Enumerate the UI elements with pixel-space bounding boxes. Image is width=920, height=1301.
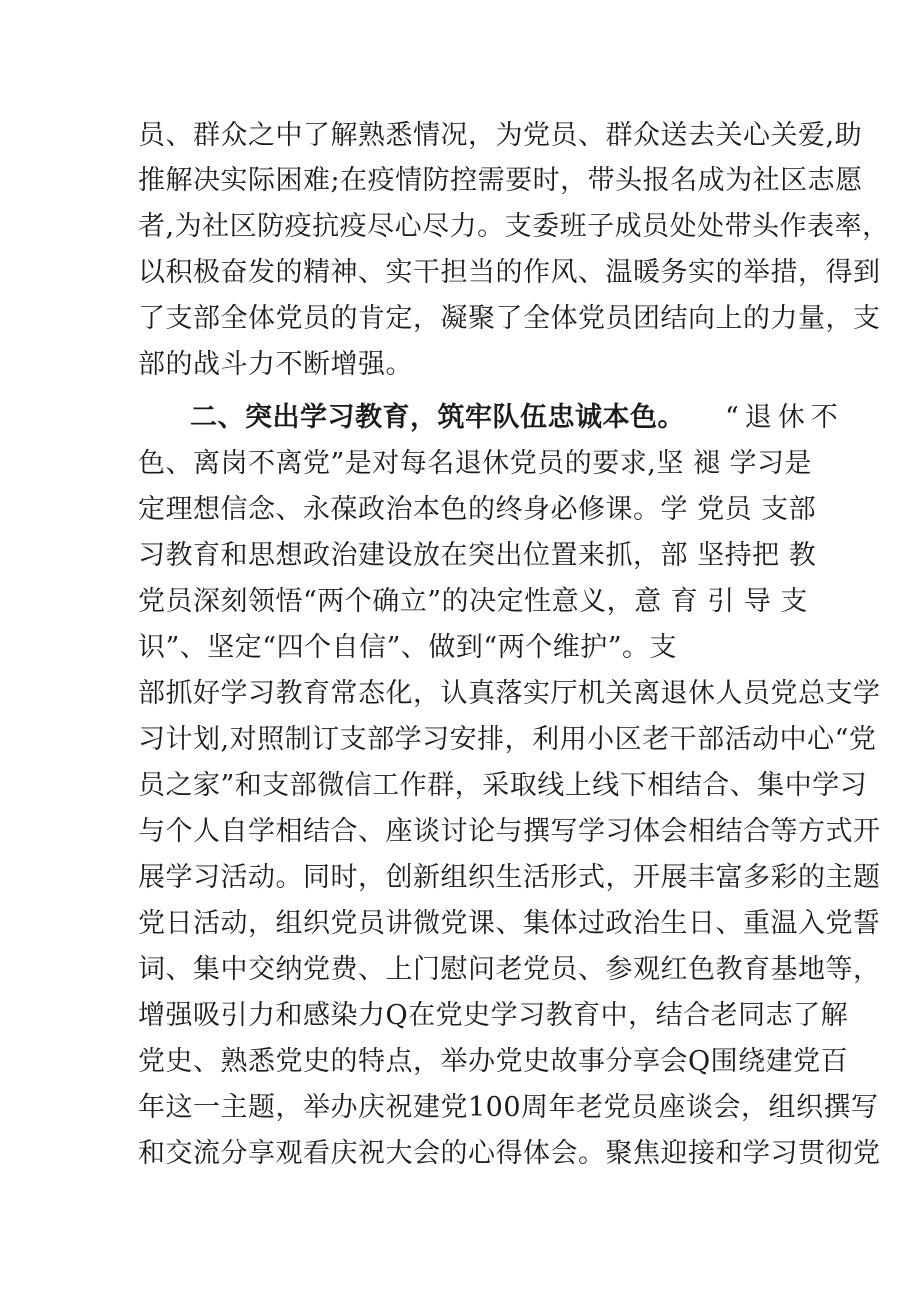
paragraph-2-line-10: 展学习活动。同时，创新组织生活形式，开展丰富多彩的主题 (138, 862, 881, 893)
paragraph-2-line-1: 色、离岗不离党”是对每名退休党员的要求,坚 褪 学习是 (138, 448, 813, 479)
section-2-heading-tail: “退休不 (725, 402, 844, 433)
paragraph-2-line-13: 增强吸引力和感染力Q在党史学习教育中，结合老同志了解 (138, 1000, 849, 1031)
paragraph-2-line-7: 习计划,对照制订支部学习安排，利用小区老干部活动中心“党 (138, 724, 877, 755)
paragraph-1-line-6: 部的战斗力不断增强。 (138, 349, 413, 380)
paragraph-1-line-4: 以积极奋发的精神、实干担当的作风、温暖务实的举措，得到 (138, 257, 881, 288)
paragraph-2-line-15: 年这一主题，举办庆祝建党100周年老党员座谈会，组织撰写 (138, 1092, 879, 1123)
paragraph-1-line-3: 者,为社区防疫抗疫尽心尽力。支委班子成员处处带头作表率， (138, 211, 890, 242)
paragraph-1-line-1: 员、群众之中了解熟悉情况，为党员、群众送去关心关爱,助 (138, 120, 863, 151)
paragraph-2-line-9: 与个人自学相结合、座谈讨论与撰写学习体会相结合等方式开 (138, 816, 881, 847)
paragraph-2-line-4: 党员深刻领悟“两个确立”的决定性意义，意 育 引 导 支 (138, 586, 808, 617)
paragraph-1-line-5: 了支部全体党员的肯定，凝聚了全体党员团结向上的力量，支 (138, 303, 881, 334)
paragraph-2-line-11: 党日活动，组织党员讲微党课、集体过政治生日、重温入党誓 (138, 908, 881, 939)
paragraph-2-line-12: 词、集中交纳党费、上门慰问老党员、参观红色教育基地等， (138, 954, 881, 985)
paragraph-2-line-16: 和交流分享观看庆祝大会的心得体会。聚焦迎接和学习贯彻党 (138, 1138, 881, 1169)
paragraph-2-line-14: 党史、熟悉党史的特点，举办党史故事分享会Q围绕建党百 (138, 1046, 849, 1077)
paragraph-2-line-8: 员之家”和支部微信工作群，采取线上线下相结合、集中学习 (138, 770, 868, 801)
paragraph-2-line-5: 识”、坚定“四个自信”、做到“两个维护”。支 (138, 632, 678, 663)
paragraph-1-line-2: 推解决实际困难;在疫情防控需要时，带头报名成为社区志愿 (138, 165, 863, 196)
paragraph-2-line-3: 习教育和思想政治建设放在突出位置来抓，部 坚持把 教 (138, 540, 817, 571)
paragraph-2-line-6: 部抓好学习教育常态化，认真落实厅机关离退休人员党总支学 (138, 678, 881, 709)
paragraph-2-line-2: 定理想信念、永葆政治本色的终身必修课。学 党员 支部 (138, 494, 817, 525)
section-2-heading: 二、突出学习教育，筑牢队伍忠诚本色。 (190, 402, 685, 433)
section-2-heading-line (190, 398, 844, 438)
